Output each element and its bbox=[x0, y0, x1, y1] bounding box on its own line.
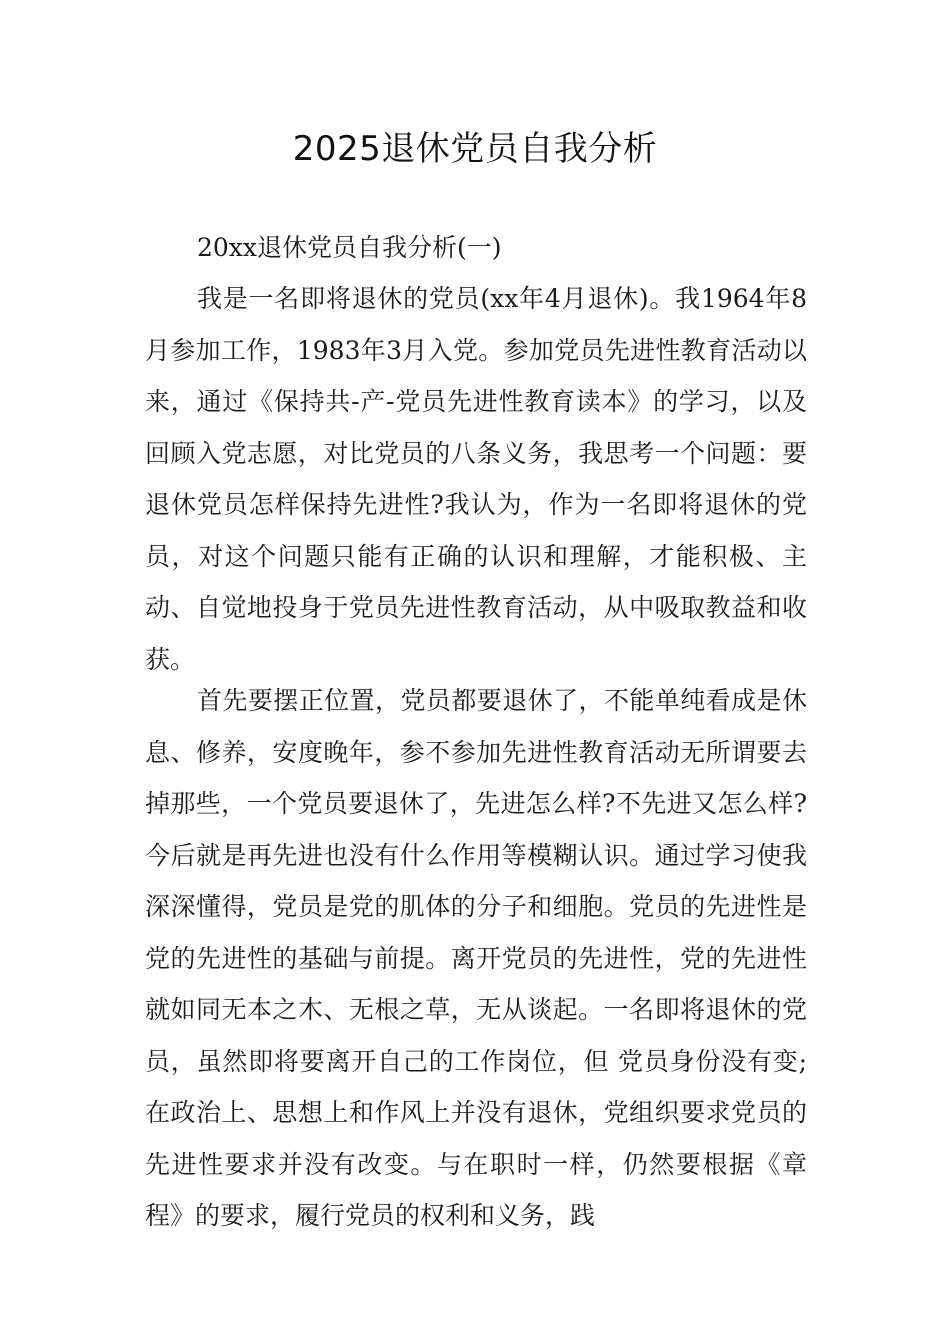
section-subheading: 20xx退休党员自我分析(一) bbox=[197, 233, 502, 262]
paragraph-1: 我是一名即将退休的党员(xx年4月退休)。我1964年8月参加工作，1983年3月入党。参加党员先进性教育活动以来，通过《保持共-产-党员先进性教育读本》的学习，以及回顾入党志愿，对比党员的八条义务，我思考一个问题：要退休党员怎样保持先进性?我认为，作为一名即将退休的党员，对这个问题只能有正确的认识和理解，才能积极、主动、自觉地投身于党员先进性教育活动，从中吸取教益和收获。 bbox=[145, 284, 807, 674]
document-title: 2025退休党员自我分析 bbox=[292, 129, 658, 169]
paragraph-2: 首先要摆正位置，党员都要退休了，不能单纯看成是休息、修养，安度晚年，参不参加先进性教育活动无所谓要去掉那些，一个党员要退休了，先进怎么样?不先进又怎么样?今后就是再先进也没有什么作用等模糊认识。通过学习使我深深懂得，党员是党的肌体的分子和细胞。党员的先进性是党的先进性的基础与前提。离开党员的先进性，党的先进性就如同无本之木、无根之草，无从谈起。一名即将退休的党员，虽然即将要离开自己的工作岗位，但 党员身份没有变;在政治上、思想上和作风上并没有退休，党组织要求党员的先进性要求并没有改变。与在职时一样，仍然要根据《章程》的要求，履行党员的权利和义务，践 bbox=[145, 686, 807, 1230]
